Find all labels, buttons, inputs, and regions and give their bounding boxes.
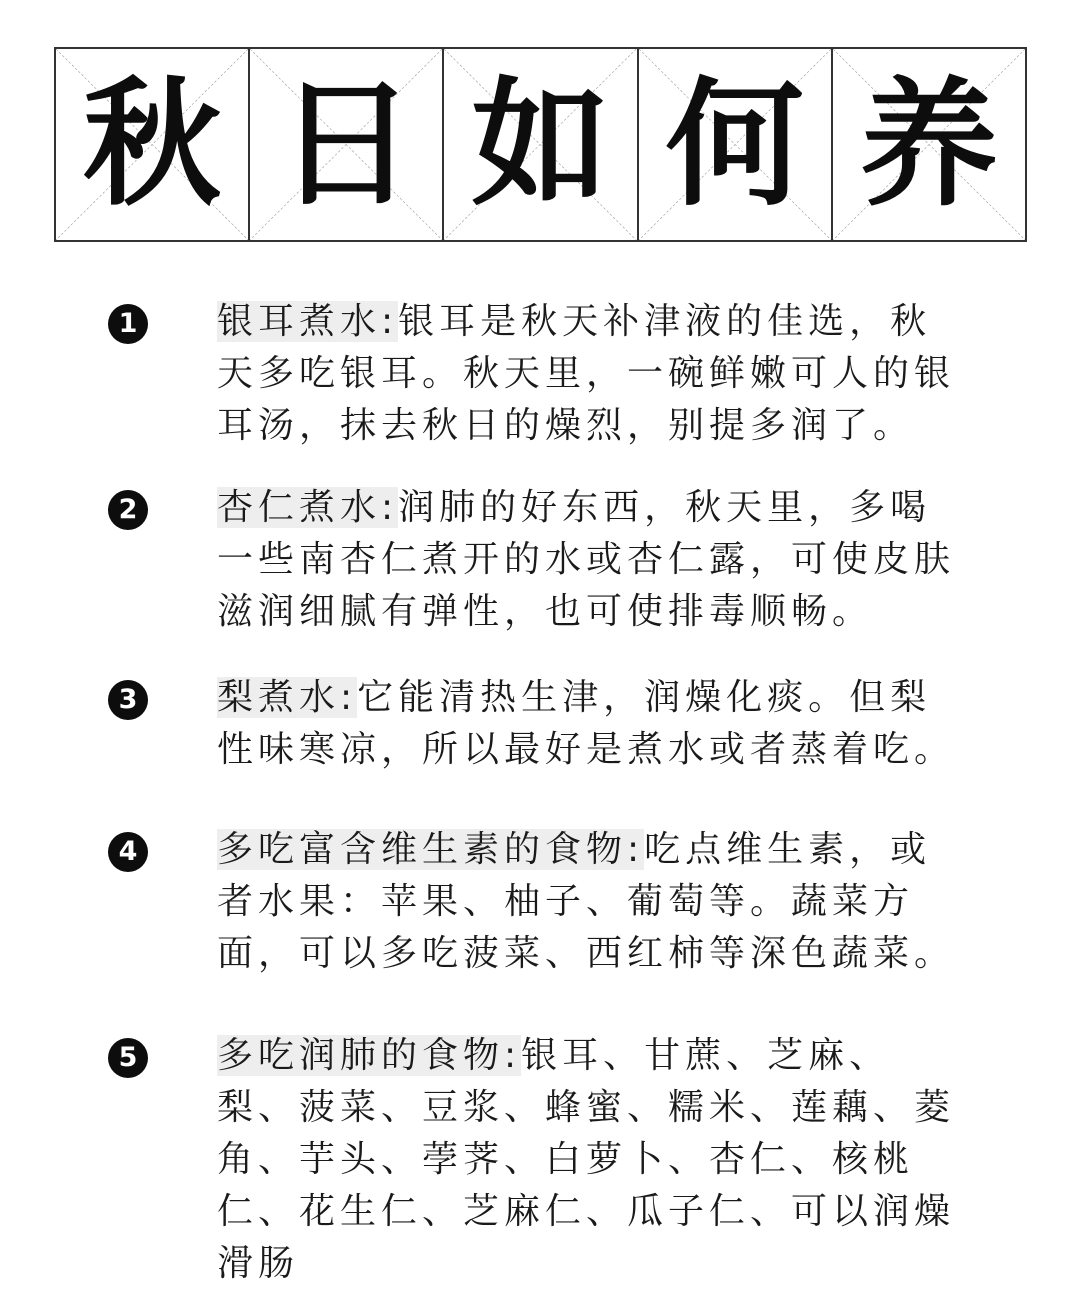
item-text — [217, 1030, 959, 1290]
number-marker-icon: 4 — [108, 832, 148, 872]
item-heading: 银耳煮水: — [217, 301, 399, 342]
item-text — [217, 672, 959, 776]
title-cell — [639, 49, 833, 240]
number-marker-icon: 3 — [108, 680, 148, 720]
item-body: 润肺的好东西，秋天里，多喝一些南杏仁煮开的水或杏仁露，可使皮肤滋润细腻有弹性，也可使排毒顺畅。 — [217, 487, 956, 632]
item-text — [217, 824, 959, 980]
item-heading: 多吃富含维生素的食物: — [217, 829, 645, 870]
title-char: 养 — [859, 63, 998, 225]
title-cell — [833, 49, 1025, 240]
item-heading: 梨煮水: — [217, 677, 358, 718]
title-char: 何 — [665, 63, 804, 225]
item-heading: 多吃润肺的食物: — [217, 1035, 522, 1076]
item-body: 银耳是秋天补津液的佳选，秋天多吃银耳。秋天里，一碗鲜嫩可人的银耳汤，抹去秋日的燥烈，别提多润了。 — [217, 301, 956, 446]
item-body: 它能清热生津，润燥化痰。但梨性味寒凉，所以最好是煮水或者蒸着吃。 — [217, 677, 956, 770]
item-heading: 杏仁煮水: — [217, 487, 399, 528]
title-cell — [56, 49, 250, 240]
number-marker-icon: 1 — [108, 304, 148, 344]
title-char: 秋 — [83, 63, 222, 225]
item-body: 银耳、甘蔗、芝麻、梨、菠菜、豆浆、蜂蜜、糯米、莲藕、菱角、芋头、荸荠、白萝卜、杏仁、核桃仁、花生仁、芝麻仁、瓜子仁、可以润燥滑肠 — [217, 1035, 956, 1284]
number-marker-icon: 2 — [108, 490, 148, 530]
number-marker-icon: 5 — [108, 1038, 148, 1078]
title-cell — [444, 49, 638, 240]
title-grid — [54, 47, 1027, 242]
item-body: 吃点维生素，或者水果：苹果、柚子、葡萄等。蔬菜方面，可以多吃菠菜、西红柿等深色蔬菜。 — [217, 829, 956, 974]
title-cell — [250, 49, 444, 240]
item-text — [217, 296, 959, 452]
title-char: 如 — [471, 63, 610, 225]
item-text — [217, 482, 959, 638]
title-char: 日 — [277, 63, 416, 225]
